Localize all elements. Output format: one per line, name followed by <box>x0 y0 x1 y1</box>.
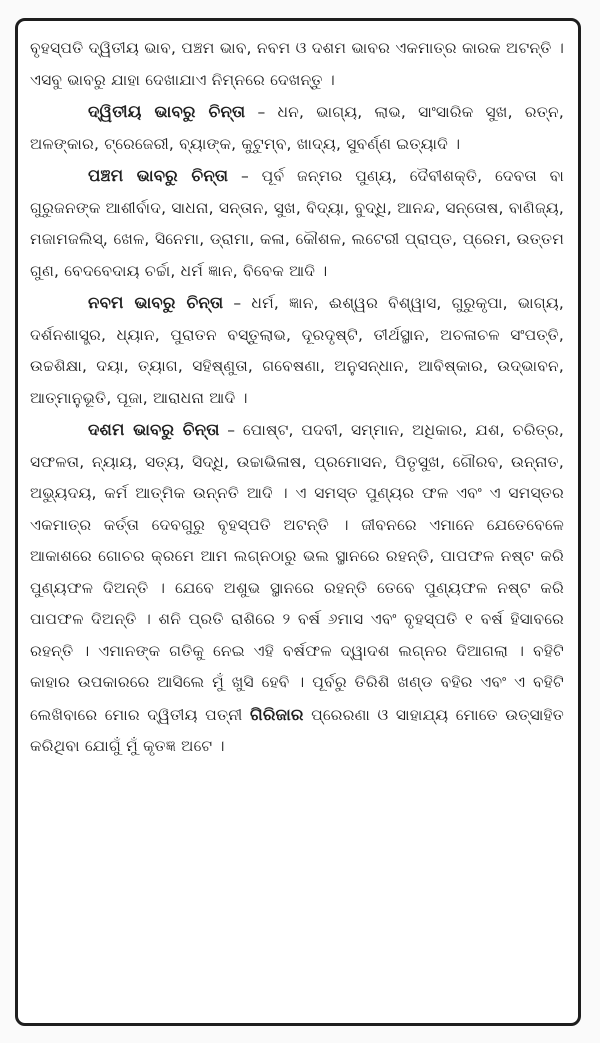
intro-text: ବୃହସ୍ପତି ଦ୍ୱିତୀୟ ଭାବ, ପଞ୍ଚମ ଭାବ, ନବମ ଓ ଦଶମ ଭାବର ଏକମାତ୍ର କାରକ ଅଟନ୍ତି । ଏସବୁ ଭାବରୁ ଯାହା ଦେଖାଯାଏ ନିମ୍ନରେ ଦେଖନ୍ତୁ । <box>30 39 564 89</box>
section-second-house <box>30 96 564 160</box>
section-text: – ପୋଷ୍ଟ, ପଦବୀ, ସମ୍ମାନ, ଅଧିକାର, ଯଶ, ଚରିତ୍ର, ସଫଳତା, ନ୍ୟାୟ, ସତ୍ୟ, ସିଦ୍ଧି, ଉଚ୍ଚାଭିଳାଷ, ପ୍ରମୋସନ, ପିତୃସୁଖ, ଗୌରବ, ଉନ୍ନାତ, ଅଭ୍ୟୁଦୟ, କର୍ମ ଆତ୍ମିକ ଉନ୍ନତି ଆଦି । ଏ ସମସ୍ତ ପୁଣ୍ୟର ଫଳ ଏବଂ ଏ ସମସ୍ତର ଏକମାତ୍ର କର୍ତ୍ତା ଦେବଗୁରୁ ବୃହସ୍ପତି ଅଟନ୍ତି । ଜୀବନରେ ଏମାନେ ଯେତେବେଳେ ଆକାଶରେ ଗୋଚର କ୍ରମେ ଆମ ଲଗ୍ନଠାରୁ ଭଲ ସ୍ଥାନରେ ରହନ୍ତି, ପାପଫଳ ନଷ୍ଟ କରି ପୁଣ୍ୟଫଳ ଦିଅନ୍ତି । ଯେବେ ଅଶୁଭ ସ୍ଥାନରେ ରହନ୍ତି ତେବେ ପୁଣ୍ୟଫଳ ନଷ୍ଟ କରି ପାପଫଳ ଦିଅନ୍ତି । ଶନି ପ୍ରତି ରାଶିରେ ୨ ବର୍ଷ ୬ମାସ ଏବଂ ବୃହସ୍ପତି ୧ ବର୍ଷ ହିସାବରେ ରହନ୍ତି । ଏମାନଙ୍କ ଗତିକୁ ନେଇ ଏହି ବର୍ଷଫଳ ଦ୍ୱାଦଶ ଲଗ୍ନର ଦିଆଗଲା । ବହିଟି କାହାର ଉପକାରରେ ଆସିଲେ ମୁଁ ଖୁସି ହେବି । ପୂର୍ବରୁ ତିରିଶି ଖଣ୍ଡ ବହିର ଏବଂ ଏ ବହିଟି ଲେଖିବାରେ ମୋର ଦ୍ୱିତୀୟ ପତ୍ନୀ <box>30 421 564 724</box>
section-fifth-house <box>30 160 564 287</box>
section-tenth-house <box>30 414 564 763</box>
section-text: – ପୂର୍ବ ଜନ୍ମର ପୁଣ୍ୟ, ଦୈବୀଶକ୍ତି, ଦେବତା ବା ଗୁରୁଜନଙ୍କ ଆଶୀର୍ବାଦ, ସାଧନା, ସନ୍ତାନ, ସୁଖ, ବିଦ୍ୟା, ବୁଦ୍ଧି, ଆନନ୍ଦ, ସନ୍ତୋଷ, ବାଣିଜ୍ୟ, ମଜାମଜଲିସ୍, ଖେଳ, ସିନେମା, ଡ୍ରାମା, କଳା, କୌଶଳ, ଲଟେରୀ ପ୍ରାପ୍ତ, ପ୍ରେମ, ଉତ୍ତମ ଗୁଣ, ବେଦବେଦାୟ ଚର୍ଚ୍ଚା, ଧର୍ମ ଜ୍ଞାନ, ବିବେକ ଆଦି । <box>30 167 564 280</box>
closing-name: ଗିରିଜାର <box>249 704 304 724</box>
closing-text: ପ୍ରେରଣା ଓ ସାହାଯ୍ୟ ମୋତେ ଉତ୍ସାହିତ କରିଥିବା ଯୋଗୁଁ ମୁଁ କୃତଜ୍ଞ ଅଟେ । <box>30 705 564 755</box>
text-box <box>15 18 581 1026</box>
intro-paragraph <box>30 33 564 96</box>
section-heading: ପଞ୍ଚମ ଭାବରୁ ଚିନ୍ତା <box>88 166 229 185</box>
section-heading: ନବମ ଭାବରୁ ଚିନ୍ତା <box>88 293 224 312</box>
section-ninth-house <box>30 287 564 414</box>
section-heading: ଦ୍ୱିତୀୟ ଭାବରୁ ଚିନ୍ତା <box>88 102 246 121</box>
section-text: – ଧନ, ଭାଗ୍ୟ, ଲାଭ, ସାଂସାରିକ ସୁଖ, ରତ୍ନ, ଅଳଙ୍କାର, ଟ୍ରେଜେରୀ, ବ୍ୟାଙ୍କ, କୁଟୁମ୍ବ, ଖାଦ୍ୟ, ସୁବର୍ଣ୍ଣ ଇତ୍ୟାଦି । <box>30 103 564 153</box>
section-heading: ଦଶମ ଭାବରୁ ଚିନ୍ତା <box>88 420 220 439</box>
section-text: – ଧର୍ମ, ଜ୍ଞାନ, ଈଶ୍ୱର ବିଶ୍ୱାସ, ଗୁରୁକୃପା, ଭାଗ୍ୟ, ଦର୍ଶନଶାସ୍ତ୍ର, ଧ୍ୟାନ, ପୁରାତନ ବସ୍ତୁଲାଭ, ଦୂରଦୃଷ୍ଟି, ତୀର୍ଥସ୍ଥାନ, ଅଚଳାଚଳ ସଂପତ୍ତି, ଉଚ୍ଚଶିକ୍ଷା, ଦୟା, ତ୍ୟାଗ, ସହିଷ୍ଣୁତା, ଗବେଷଣା, ଅନୁସନ୍ଧାନ, ଆବିଷ୍କାର, ଉଦ୍‌ଭାବନ, ଆତ୍ମାନୁଭୂତି, ପୂଜା, ଆରାଧନା ଆଦି । <box>30 294 564 407</box>
